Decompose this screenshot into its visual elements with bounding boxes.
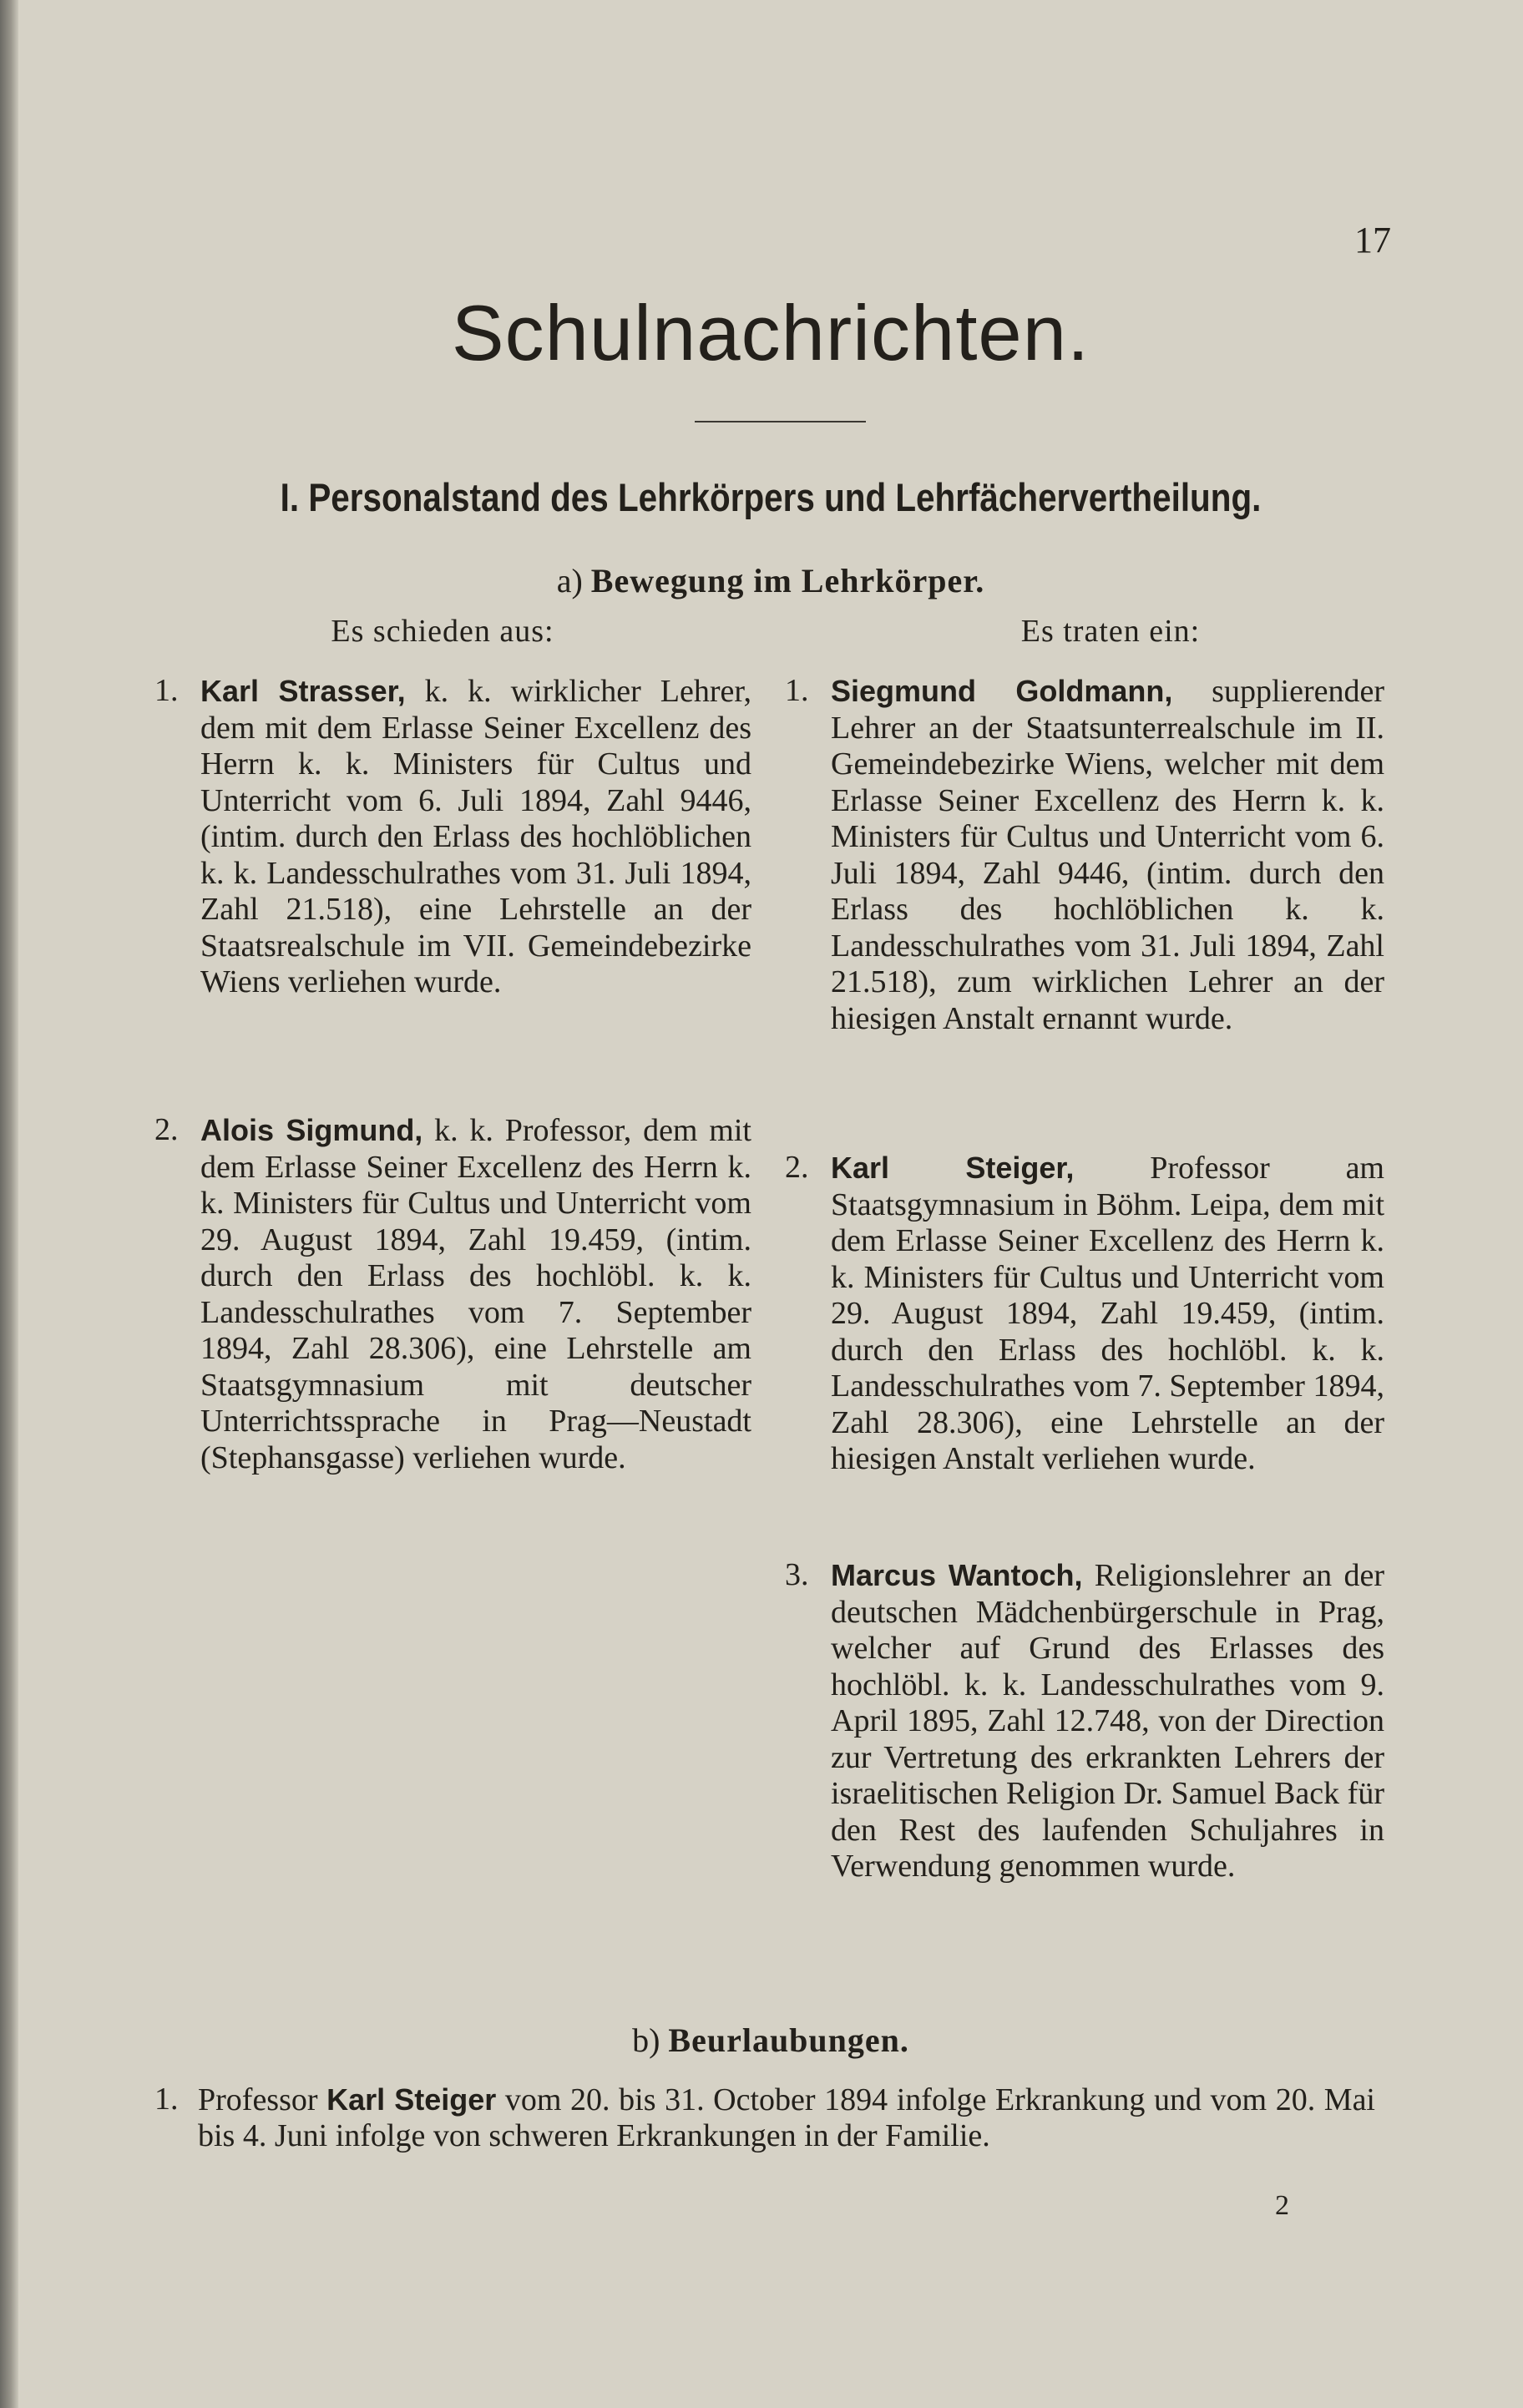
item-text bbox=[831, 673, 1384, 1037]
item-text bbox=[831, 1150, 1384, 1478]
subheading-a-prefix: a) bbox=[556, 562, 583, 599]
section-heading: I. Personalstand des Lehrkörpers und Lehrfächervertheilung. bbox=[280, 475, 1262, 519]
book-spine-edge bbox=[0, 0, 18, 2408]
subheading-b bbox=[18, 2021, 1523, 2060]
item-prefix-text: Professor bbox=[198, 2082, 327, 2117]
person-name: Karl Steiger, bbox=[831, 1151, 1075, 1185]
left-column-heading: Es schieden aus: bbox=[331, 614, 554, 649]
person-name: Alois Sigmund, bbox=[200, 1113, 423, 1147]
leave-list-item bbox=[154, 2082, 1375, 2154]
item-number: 1. bbox=[154, 673, 179, 708]
item-number: 1. bbox=[154, 2082, 179, 2117]
subheading-b-label: Beurlaubungen. bbox=[668, 2021, 909, 2059]
title-divider bbox=[695, 421, 866, 422]
subheading-a bbox=[18, 561, 1523, 600]
person-name: Karl Strasser, bbox=[200, 674, 406, 708]
item-description: k. k. wirklicher Lehrer, dem mit dem Erlasse Seiner Excellenz des Herrn k. k. Ministers für Cultus und Unterricht vom 6. Juli 1894, Zahl 9446, (intim. durch den Erlass des hochlöblichen k. k. Landesschulrathes vom 31. Juli 1894, Zahl 21.518), eine Lehrstelle an der Staatsrealschule im VII. Gemeindebezirke Wiens verliehen wurde. bbox=[200, 674, 752, 999]
item-description: Religionslehrer an der deutschen Mädchenbürgerschule in Prag, welcher auf Grund des Erlasses des hochlöbl. k. k. Landesschulrathes vom 9. April 1895, Zahl 12.748, von der Direction zur Vertretung des erkrankten Lehrers der israelitischen Religion Dr. Samuel Back für den Rest des laufenden Schuljahres in Verwendung genommen wurde. bbox=[831, 1558, 1384, 1884]
subheading-b-prefix: b) bbox=[632, 2021, 660, 2059]
signature-mark: 2 bbox=[1275, 2190, 1289, 2221]
page-number: 17 bbox=[1354, 220, 1391, 261]
right-column-heading: Es traten ein: bbox=[1020, 614, 1201, 649]
item-text bbox=[200, 1112, 751, 1476]
right-list-item bbox=[785, 1557, 1384, 1885]
item-number: 1. bbox=[785, 673, 809, 708]
item-number: 2. bbox=[785, 1150, 809, 1185]
page-title: Schulnachrichten. bbox=[451, 289, 1090, 377]
right-list-item bbox=[785, 673, 1384, 1037]
item-description: k. k. Professor, dem mit dem Erlasse Seiner Excellenz des Herrn k. k. Ministers für Cultus und Unterricht vom 29. August 1894, Zahl 19.459, (intim. durch den Erlass des hochlöbl. k. k. Landesschulrathes vom 7. September 1894, Zahl 28.306), eine Lehrstelle am Staatsgymnasium mit deutscher Unterrichtssprache in Prag—Neustadt (Stephansgasse) verliehen wurde. bbox=[200, 1113, 751, 1475]
item-description: vom 20. bis 31. October 1894 infolge Erkrankung und vom 20. Mai bis 4. Juni infolge von schweren Erkrankungen in der Familie. bbox=[198, 2082, 1375, 2153]
item-number: 3. bbox=[785, 1557, 809, 1592]
person-name: Siegmund Goldmann, bbox=[831, 674, 1173, 708]
right-list-item bbox=[785, 1150, 1384, 1478]
left-list-item bbox=[154, 673, 752, 1001]
item-description: supplierender Lehrer an der Staatsunterrealschule im II. Gemeindebezirke Wiens, welcher mit dem Erlasse Seiner Excellenz des Herrn k. k. Ministers für Cultus und Unterricht vom 6. Juli 1894, Zahl 9446, (intim. durch den Erlass des hochlöblichen k. k. Landesschulrathes vom 31. Juli 1894, Zahl 21.518), zum wirklichen Lehrer an der hiesigen Anstalt ernannt wurde. bbox=[831, 674, 1384, 1036]
item-number: 2. bbox=[154, 1112, 179, 1147]
left-list-item bbox=[154, 1112, 751, 1476]
subheading-a-label: Bewegung im Lehrkörper. bbox=[590, 562, 985, 599]
item-text bbox=[831, 1557, 1384, 1885]
person-name: Marcus Wantoch, bbox=[831, 1558, 1083, 1592]
document-page bbox=[18, 0, 1523, 2408]
item-text bbox=[200, 673, 751, 1001]
item-description: Professor am Staatsgymnasium in Böhm. Leipa, dem mit dem Erlasse Seiner Excellenz des Herrn k. k. Ministers für Cultus und Unterricht vom 29. August 1894, Zahl 19.459, (intim. durch den Erlass des hochlöbl. k. k. Landesschulrathes vom 7. September 1894, Zahl 28.306), eine Lehrstelle an der hiesigen Anstalt verliehen wurde. bbox=[831, 1151, 1384, 1476]
person-name: Karl Steiger bbox=[326, 2082, 497, 2117]
